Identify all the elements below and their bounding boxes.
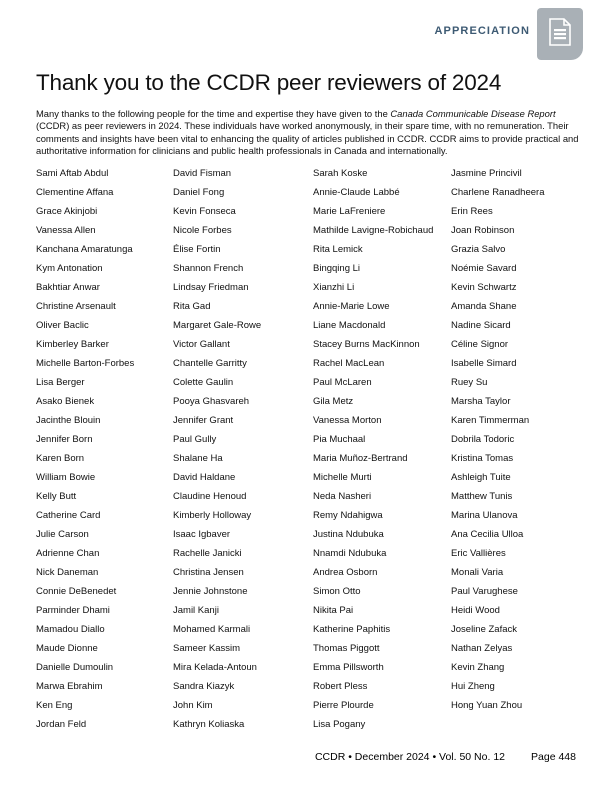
reviewer-name: Margaret Gale-Rowe [173, 320, 262, 331]
reviewer-name: Rita Gad [173, 301, 211, 312]
reviewer-name: Vanessa Morton [313, 415, 382, 426]
reviewer-name: Rachelle Janicki [173, 548, 242, 559]
reviewer-name: Isaac Igbaver [173, 529, 231, 540]
reviewer-name: Jordan Feld [36, 719, 87, 730]
reviewer-name: Noémie Savard [451, 263, 517, 274]
reviewer-name: Marwa Ebrahim [36, 681, 103, 692]
reviewer-name: Pierre Plourde [313, 700, 374, 711]
reviewer-name: Marina Ulanova [451, 510, 518, 521]
reviewer-name: Lisa Pogany [313, 719, 366, 730]
reviewer-name: Jacinthe Blouin [36, 415, 101, 426]
reviewer-name: Victor Gallant [173, 339, 230, 350]
reviewer-name: Marsha Taylor [451, 396, 511, 407]
reviewer-name: Kevin Fonseca [173, 206, 236, 217]
reviewer-name: Emma Pillsworth [313, 662, 384, 673]
reviewer-name: Shannon French [173, 263, 244, 274]
reviewer-name: Simon Otto [313, 586, 361, 597]
reviewer-name: Andrea Osborn [313, 567, 378, 578]
reviewer-name: Marie LaFreniere [313, 206, 386, 217]
reviewer-name: Kelly Butt [36, 491, 77, 502]
reviewer-name: Nnamdi Ndubuka [313, 548, 387, 559]
intro-paragraph [36, 108, 581, 158]
reviewer-name: Michelle Murti [313, 472, 372, 483]
reviewer-name: Ken Eng [36, 700, 73, 711]
reviewer-name: Isabelle Simard [451, 358, 517, 369]
reviewer-name: Kym Antonation [36, 263, 103, 274]
reviewer-name: Danielle Dumoulin [36, 662, 114, 673]
page-title: Thank you to the CCDR peer reviewers of 2024 [36, 70, 502, 95]
reviewer-name: Remy Ndahigwa [313, 510, 383, 521]
reviewer-name: Daniel Fong [173, 187, 225, 198]
reviewer-name: Kathryn Koliaska [173, 719, 245, 730]
reviewer-name: Maude Dionne [36, 643, 98, 654]
reviewer-name: Hui Zheng [451, 681, 495, 692]
intro-text-after: (CCDR) as peer reviewers in 2024. These individuals have worked anonymously, in their spare time, with no remuneration. Their comments and insights have been vital to enhancing the quality of articles published in CCDR. CCDR aims to provide practical and authoritative information for clinicians and public health professionals in Canada and internationally. [36, 120, 579, 157]
reviewer-name: Parminder Dhami [36, 605, 110, 616]
reviewer-column [313, 164, 451, 734]
reviewer-name: Bakhtiar Anwar [36, 282, 100, 293]
reviewer-name: Jamil Kanji [173, 605, 219, 616]
reviewer-name: Kanchana Amaratunga [36, 244, 133, 255]
reviewer-name: Nick Daneman [36, 567, 99, 578]
reviewer-name: Vanessa Allen [36, 225, 96, 236]
reviewer-name: Sandra Kiazyk [173, 681, 235, 692]
reviewer-name: Jasmine Princivil [451, 168, 522, 179]
reviewer-name: Clementine Affana [36, 187, 114, 198]
reviewer-name: Sami Aftab Abdul [36, 168, 109, 179]
reviewer-name: Charlene Ranadheera [451, 187, 545, 198]
reviewer-name: Céline Signor [451, 339, 509, 350]
reviewer-name: Xianzhi Li [313, 282, 355, 293]
reviewer-name: Amanda Shane [451, 301, 517, 312]
reviewer-column [173, 164, 313, 734]
reviewer-name: Ruey Su [451, 377, 488, 388]
reviewer-name: Mohamed Karmali [173, 624, 251, 635]
reviewer-name: Eric Vallières [451, 548, 506, 559]
reviewer-name: Hong Yuan Zhou [451, 700, 523, 711]
reviewer-name: Nathan Zelyas [451, 643, 513, 654]
reviewer-name: Katherine Paphitis [313, 624, 391, 635]
reviewer-name: Sarah Koske [313, 168, 368, 179]
reviewer-name: Kevin Zhang [451, 662, 505, 673]
reviewer-name: Mira Kelada-Antoun [173, 662, 257, 673]
reviewer-name: Grazia Salvo [451, 244, 506, 255]
reviewer-name: Connie DeBenedet [36, 586, 117, 597]
reviewer-name: John Kim [173, 700, 213, 711]
reviewer-name: Oliver Baclic [36, 320, 89, 331]
reviewer-list [36, 164, 582, 734]
reviewer-name: Nadine Sicard [451, 320, 511, 331]
reviewer-name: Maria Muñoz-Bertrand [313, 453, 408, 464]
reviewer-name: Thomas Piggott [313, 643, 380, 654]
reviewer-name: Neda Nasheri [313, 491, 372, 502]
footer-page-number: Page 448 [531, 751, 576, 763]
reviewer-name: David Fisman [173, 168, 232, 179]
reviewer-name: Robert Pless [313, 681, 368, 692]
reviewer-name: Claudine Henoud [173, 491, 247, 502]
reviewer-name: Chantelle Garritty [173, 358, 247, 369]
reviewer-name: Michelle Barton-Forbes [36, 358, 135, 369]
reviewer-name: David Haldane [173, 472, 236, 483]
reviewer-name: Rita Lemick [313, 244, 363, 255]
reviewer-name: Sameer Kassim [173, 643, 241, 654]
reviewer-name: Pooya Ghasvareh [173, 396, 250, 407]
reviewer-name: Jennifer Born [36, 434, 93, 445]
journal-name-italic: Canada Communicable Disease Report [390, 108, 556, 119]
reviewer-name: Lindsay Friedman [173, 282, 249, 293]
reviewer-name: Kimberly Holloway [173, 510, 252, 521]
reviewer-name: Paul Gully [173, 434, 217, 445]
reviewer-name: Christina Jensen [173, 567, 244, 578]
reviewer-name: Ashleigh Tuite [451, 472, 511, 483]
reviewer-name: Colette Gaulin [173, 377, 234, 388]
reviewer-name: Julie Carson [36, 529, 89, 540]
reviewer-name: Matthew Tunis [451, 491, 513, 502]
reviewer-name: Adrienne Chan [36, 548, 100, 559]
reviewer-name: Kristina Tomas [451, 453, 514, 464]
reviewer-name: Dobrila Todoric [451, 434, 515, 445]
reviewer-name: Annie-Marie Lowe [313, 301, 390, 312]
reviewer-name: Liane Macdonald [313, 320, 386, 331]
footer-journal-info: CCDR • December 2024 • Vol. 50 No. 12 [314, 751, 505, 763]
reviewer-name: Jennie Johnstone [173, 586, 248, 597]
reviewer-name: Catherine Card [36, 510, 101, 521]
document-icon [545, 15, 575, 54]
reviewer-name: Nicole Forbes [173, 225, 232, 236]
reviewer-name: Rachel MacLean [313, 358, 385, 369]
reviewer-column [451, 164, 581, 734]
reviewer-name: Kimberley Barker [36, 339, 109, 350]
reviewer-column [36, 164, 173, 734]
reviewer-name: Kevin Schwartz [451, 282, 517, 293]
reviewer-name: Jennifer Grant [173, 415, 234, 426]
reviewer-name: Karen Timmerman [451, 415, 530, 426]
reviewer-name: Heidi Wood [451, 605, 500, 616]
reviewer-name: Paul McLaren [313, 377, 372, 388]
intro-text-before: Many thanks to the following people for the time and expertise they have given to the [36, 108, 391, 119]
category-label: APPRECIATION [434, 25, 530, 37]
reviewer-name: Pia Muchaal [313, 434, 366, 445]
reviewer-name: Justina Ndubuka [313, 529, 384, 540]
reviewer-name: Shalane Ha [173, 453, 223, 464]
reviewer-name: Karen Born [36, 453, 85, 464]
reviewer-name: Mamadou Diallo [36, 624, 105, 635]
reviewer-name: Monali Varia [451, 567, 504, 578]
reviewer-name: Grace Akinjobi [36, 206, 98, 217]
reviewer-name: Joseline Zafack [451, 624, 518, 635]
reviewer-name: Ana Cecilia Ulloa [451, 529, 524, 540]
reviewer-name: Christine Arsenault [36, 301, 116, 312]
reviewer-name: Gila Metz [313, 396, 354, 407]
reviewer-name: Bingqing Li [313, 263, 361, 274]
reviewer-name: Paul Varughese [451, 586, 518, 597]
reviewer-name: William Bowie [36, 472, 96, 483]
reviewer-name: Asako Bienek [36, 396, 95, 407]
appreciation-icon-box [537, 8, 583, 60]
reviewer-name: Annie-Claude Labbé [313, 187, 400, 198]
reviewer-name: Joan Robinson [451, 225, 515, 236]
reviewer-name: Erin Rees [451, 206, 493, 217]
reviewer-name: Stacey Burns MacKinnon [313, 339, 420, 350]
reviewer-name: Nikita Pai [313, 605, 354, 616]
reviewer-name: Mathilde Lavigne-Robichaud [313, 225, 434, 236]
reviewer-name: Élise Fortin [173, 244, 221, 255]
reviewer-name: Lisa Berger [36, 377, 85, 388]
